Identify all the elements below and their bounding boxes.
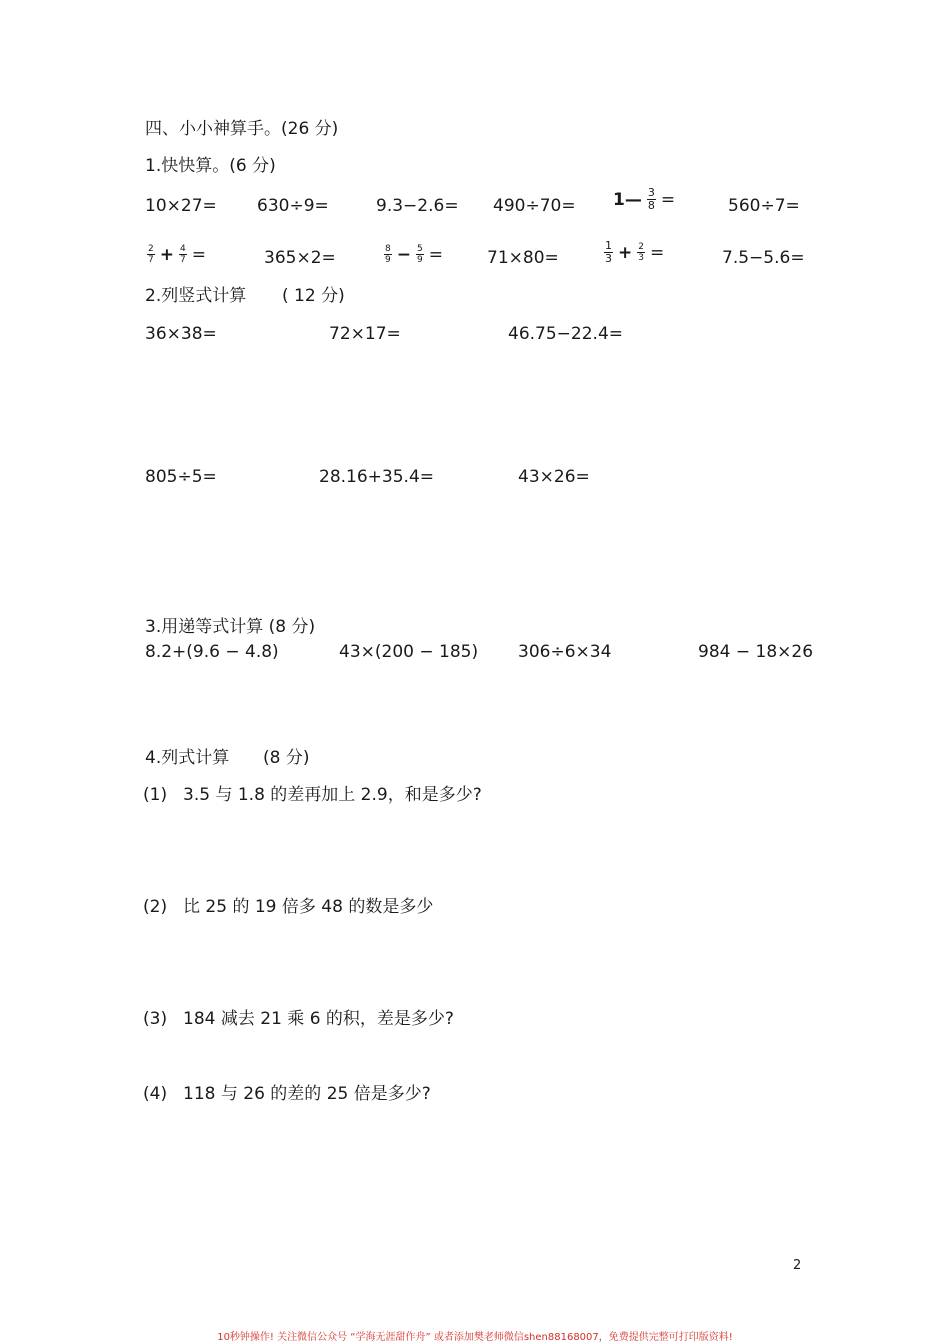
vertical-calc-4: 805÷5= xyxy=(145,467,217,487)
fraction-numerator: 1 xyxy=(605,239,612,252)
fraction-numerator: 2 xyxy=(638,242,644,252)
quick-calc-8: 365×2= xyxy=(264,248,336,268)
section-title: 四、小小神算手。(26 分) xyxy=(145,119,339,139)
vertical-calc-2: 72×17= xyxy=(329,324,401,344)
quick-calc-1: 10×27= xyxy=(145,196,217,216)
question-1-text: 3.5 与 1.8 的差再加上 2.9，和是多少? xyxy=(183,785,482,805)
page-number: 2 xyxy=(793,1258,802,1273)
fraction-numerator: 2 xyxy=(148,244,154,254)
equals-sign: = xyxy=(649,242,665,263)
quick-calc-5 xyxy=(613,187,679,212)
minus-sign: − xyxy=(396,244,411,265)
question-2-label: (2) xyxy=(143,897,168,917)
fraction xyxy=(179,244,187,265)
fraction-numerator: 5 xyxy=(416,244,423,254)
stepwise-calc-1: 8.2+(9.6 − 4.8) xyxy=(145,642,279,662)
vertical-calc-3: 46.75−22.4= xyxy=(508,324,624,344)
quick-calc-4: 490÷70= xyxy=(493,196,576,216)
quick-calc-3: 9.3−2.6= xyxy=(376,196,459,216)
quick-calc-12: 7.5−5.6= xyxy=(722,248,805,268)
fraction-denominator: 9 xyxy=(385,255,391,265)
fraction xyxy=(416,244,424,265)
fraction-denominator: 7 xyxy=(148,255,154,265)
fraction xyxy=(604,240,613,265)
fraction xyxy=(637,242,645,263)
fraction xyxy=(147,244,155,265)
part2-title: 2.列竖式计算 xyxy=(145,286,247,306)
vertical-calc-6: 43×26= xyxy=(518,467,590,487)
vertical-calc-1: 36×38= xyxy=(145,324,217,344)
fraction-denominator: 7 xyxy=(179,255,186,265)
question-3-label: (3) xyxy=(143,1009,168,1029)
fraction-numerator: 3 xyxy=(647,186,655,199)
quick-calc-9 xyxy=(383,244,447,265)
fraction-denominator: 3 xyxy=(605,252,612,265)
part4-title: 4.列式计算 xyxy=(145,748,230,768)
fraction-numerator: 4 xyxy=(179,244,186,254)
question-4-label: (4) xyxy=(143,1084,168,1104)
question-2-text: 比 25 的 19 倍多 48 的数是多少 xyxy=(183,897,434,917)
plus-sign: + xyxy=(159,244,174,265)
equals-sign: = xyxy=(428,244,443,265)
fraction-denominator: 8 xyxy=(647,199,655,212)
equals-sign: = xyxy=(191,244,206,265)
part1-title: 1.快快算。(6 分) xyxy=(145,156,276,176)
quick-calc-6: 560÷7= xyxy=(728,196,800,216)
part4-score: (8 分) xyxy=(263,748,310,768)
question-1-label: (1) xyxy=(143,785,168,805)
quick-calc-2: 630÷9= xyxy=(257,196,329,216)
fraction-denominator: 9 xyxy=(416,255,423,265)
stepwise-calc-3: 306÷6×34 xyxy=(518,642,612,662)
fraction-denominator: 3 xyxy=(638,253,644,263)
stepwise-calc-4: 984 − 18×26 xyxy=(698,642,814,662)
fraction-numerator: 8 xyxy=(385,244,391,254)
equals-sign: = xyxy=(660,189,676,210)
question-4-text: 118 与 26 的差的 25 倍是多少? xyxy=(183,1084,431,1104)
part2-score: ( 12 分) xyxy=(282,286,345,306)
whole-minus: 1— xyxy=(613,189,642,210)
quick-calc-11 xyxy=(603,240,668,265)
plus-sign: + xyxy=(618,242,633,263)
part3-title: 3.用递等式计算 (8 分) xyxy=(145,617,316,637)
quick-calc-10: 71×80= xyxy=(487,248,559,268)
footer-notice: 10秒钟操作! 关注微信公众号 “学海无涯甜作舟” 或者添加樊老师微信shen88168007，免费提供完整可打印版资料! xyxy=(217,1332,733,1343)
fraction xyxy=(384,244,392,265)
vertical-calc-5: 28.16+35.4= xyxy=(319,467,435,487)
quick-calc-7 xyxy=(146,244,210,265)
stepwise-calc-2: 43×(200 − 185) xyxy=(339,642,479,662)
question-3-text: 184 减去 21 乘 6 的积，差是多少? xyxy=(183,1009,454,1029)
fraction xyxy=(647,187,656,212)
